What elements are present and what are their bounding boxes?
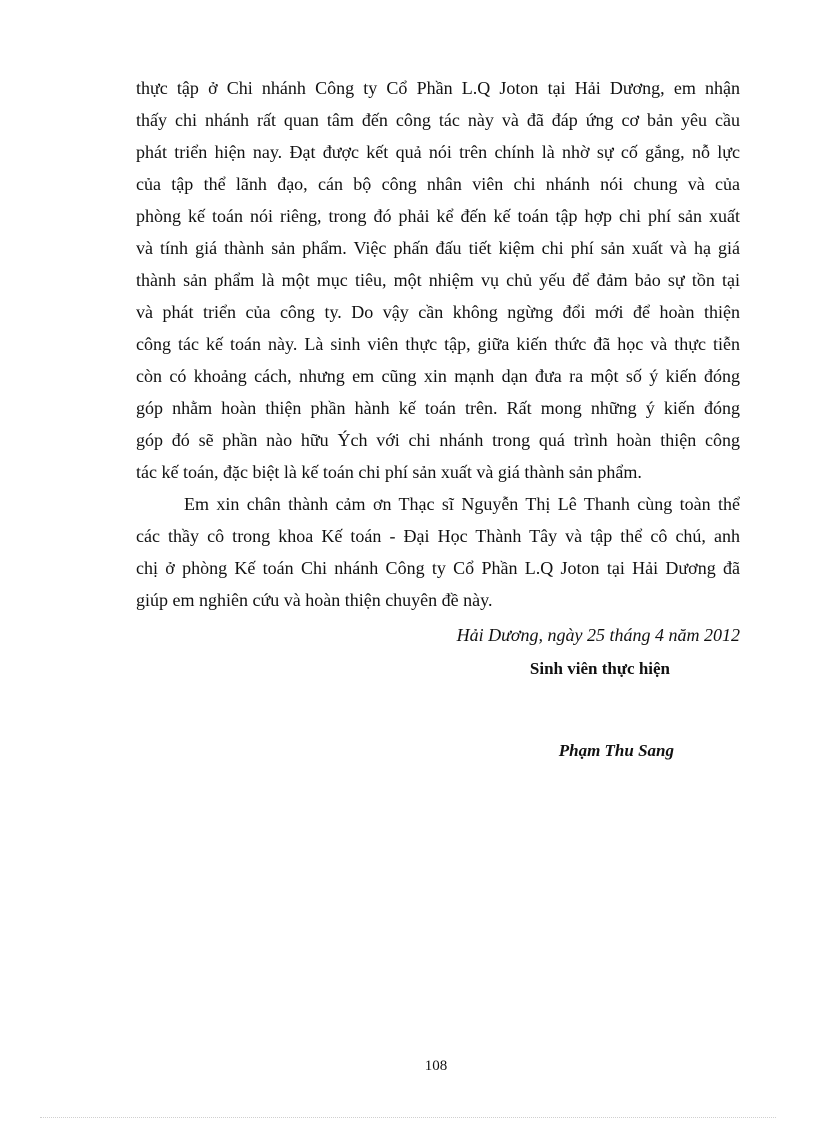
paragraph-2-line: Em xin chân thành cảm ơn Thạc sĩ Nguyễn Thị Lê Thanh cùng toàn thể [184,494,740,514]
paragraph-2-line: chị ở phòng Kế toán Chi nhánh Công ty Cổ Phần L.Q Joton tại Hải Dương đã [136,558,740,578]
signer-name: Phạm Thu Sang [558,741,674,760]
page-number: 108 [424,1058,448,1074]
paragraph-1-line: phát triển hiện nay. Đạt được kết quả nói trên chính là nhờ sự cố gắng, nỗ lực [136,142,740,162]
footer-divider [40,1117,776,1118]
paragraph-2-line: giúp em nghiên cứu và hoàn thiện chuyên đề này. [136,590,493,610]
paragraph-1-line: phòng kế toán nói riêng, trong đó phải kể đến kế toán tập hợp chi phí sản xuất [136,206,740,226]
paragraph-2-line: các thầy cô trong khoa Kế toán - Đại Học Thành Tây và tập thể cô chú, anh [136,526,740,546]
paragraph-1-line: thực tập ở Chi nhánh Công ty Cổ Phần L.Q Joton tại Hải Dương, em nhận [136,78,740,98]
paragraph-1-line: và tính giá thành sản phẩm. Việc phấn đấu tiết kiệm chi phí sản xuất và hạ giá [136,238,740,258]
paragraph-1-line: công tác kế toán này. Là sinh viên thực tập, giữa kiến thức đã học và thực tiễn [136,334,740,354]
paragraph-1-line: thấy chi nhánh rất quan tâm đến công tác này và đã đáp ứng cơ bản yêu cầu [136,110,740,130]
paragraph-1-line: và phát triển của công ty. Do vậy cần không ngừng đổi mới để hoàn thiện [136,302,740,322]
paragraph-1-line: góp đó sẽ phần nào hữu Ých với chi nhánh trong quá trình hoàn thiện công [136,430,740,450]
signature-date: Hải Dương, ngày 25 tháng 4 năm 2012 [456,625,740,645]
paragraph-1-line: tác kế toán, đặc biệt là kế toán chi phí sản xuất và giá thành sản phẩm. [136,462,642,482]
paragraph-1-line: góp nhằm hoàn thiện phần hành kế toán trên. Rất mong những ý kiến đóng [136,398,740,418]
paragraph-1-line: thành sản phẩm là một mục tiêu, một nhiệm vụ chủ yếu để đảm bảo sự tồn tại [136,270,740,290]
paragraph-1-line: còn có khoảng cách, nhưng em cũng xin mạnh dạn đưa ra một số ý kiến đóng [136,366,740,386]
paragraph-1-line: của tập thể lãnh đạo, cán bộ công nhân viên chi nhánh nói chung và của [136,174,740,194]
signer-role: Sinh viên thực hiện [529,659,670,678]
